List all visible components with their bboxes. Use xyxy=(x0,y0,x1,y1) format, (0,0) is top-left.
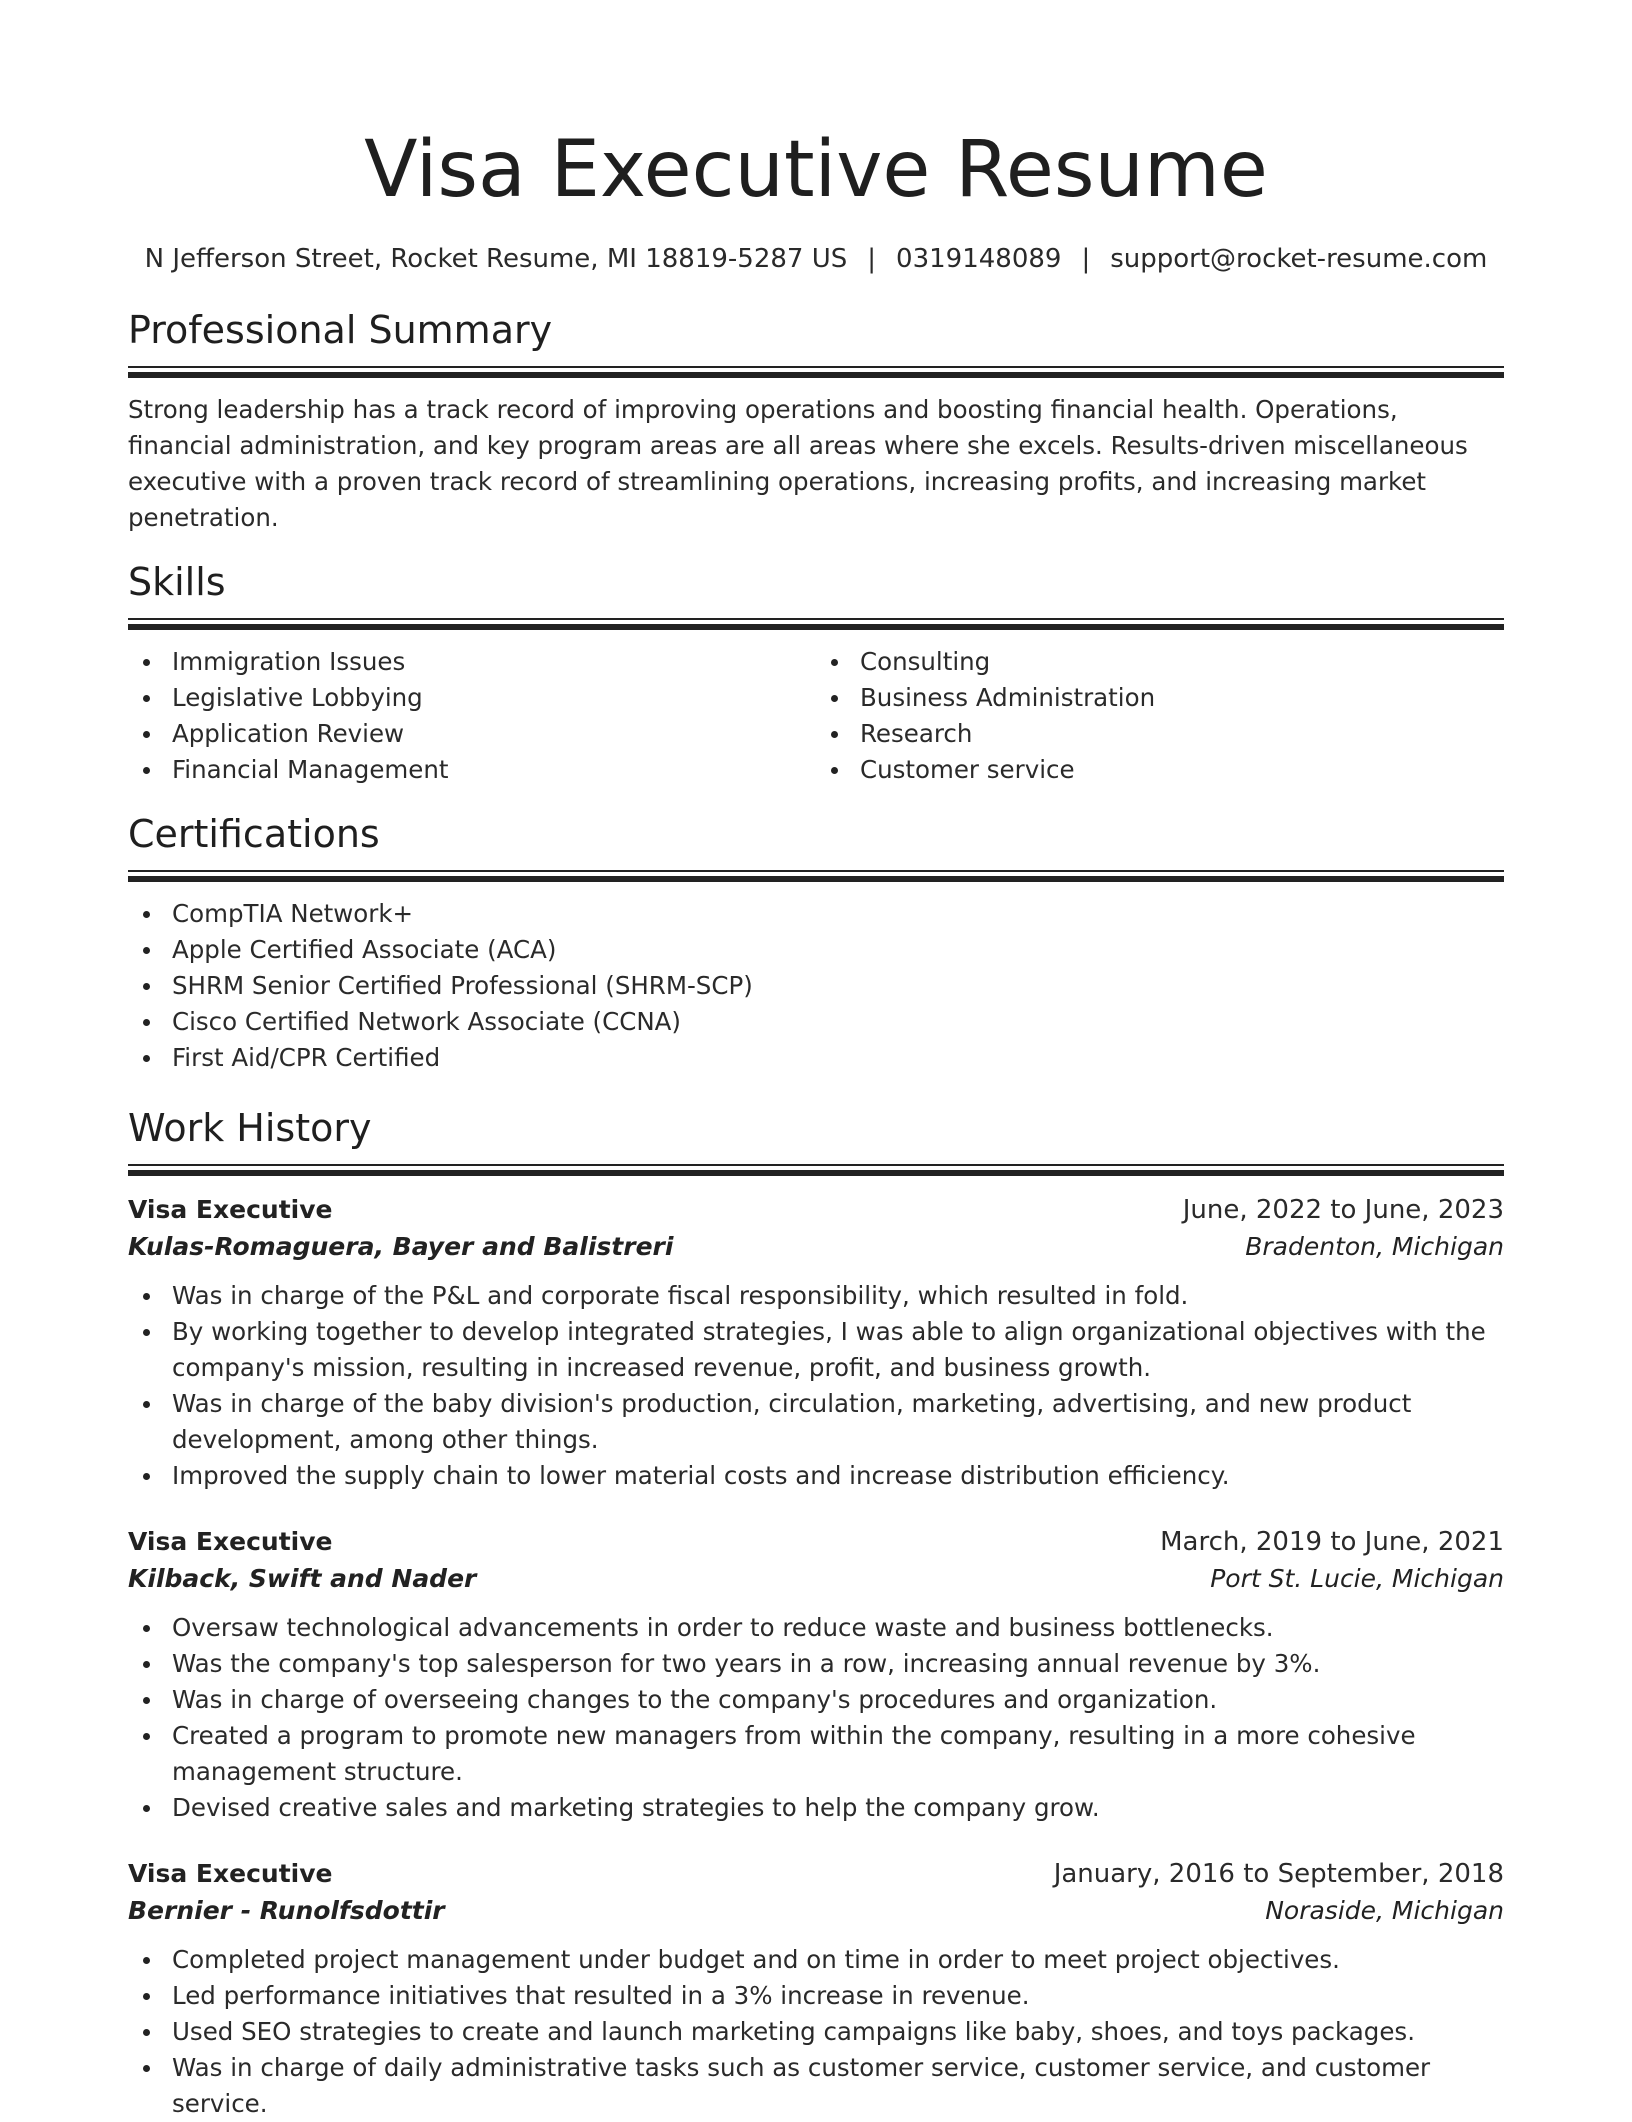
job-entry xyxy=(128,1856,1504,2122)
contact-line xyxy=(128,242,1504,276)
job-bullet: Oversaw technological advancements in order to reduce waste and business bottlenecks. xyxy=(172,1610,1504,1646)
job-bullet: Was in charge of daily administrative tasks such as customer service, customer service, and customer service. xyxy=(172,2050,1504,2122)
job-bullet: Was in charge of the P&L and corporate fiscal responsibility, which resulted in fold. xyxy=(172,1278,1504,1314)
job-bullet: Completed project management under budget and on time in order to meet project objectives. xyxy=(172,1942,1504,1978)
job-subheader xyxy=(128,1892,1504,1930)
job-bullets xyxy=(128,1942,1504,2122)
job-header xyxy=(128,1192,1504,1228)
job-bullet: By working together to develop integrated strategies, I was able to align organizational objectives with the company's mission, resulting in increased revenue, profit, and business growth. xyxy=(172,1314,1504,1386)
skill-item: Legislative Lobbying xyxy=(172,680,816,716)
skills-list-right xyxy=(816,644,1504,788)
work-history-section xyxy=(128,1104,1504,2122)
section-title-work-history: Work History xyxy=(128,1106,372,1150)
job-entry xyxy=(128,1524,1504,1826)
job-location: Port St. Lucie, Michigan xyxy=(1210,1564,1504,1593)
skills-columns xyxy=(128,644,1504,788)
job-bullet: Was in charge of the baby division's production, circulation, marketing, advertising, and new product development, among other things. xyxy=(172,1386,1504,1458)
contact-phone: 0319148089 xyxy=(896,244,1062,274)
job-location: Bradenton, Michigan xyxy=(1245,1232,1504,1261)
section-title-certifications: Certifications xyxy=(128,812,380,856)
job-header xyxy=(128,1524,1504,1560)
job-bullets xyxy=(128,1610,1504,1826)
job-bullet: Was the company's top salesperson for two years in a row, increasing annual revenue by 3%. xyxy=(172,1646,1504,1682)
section-divider xyxy=(128,618,1504,630)
resume-page xyxy=(128,0,1504,2122)
section-divider xyxy=(128,870,1504,882)
contact-email: support@rocket-resume.com xyxy=(1110,244,1488,274)
certifications-list xyxy=(128,896,1504,1076)
certification-item: Apple Certified Associate (ACA) xyxy=(172,932,1504,968)
job-subheader xyxy=(128,1228,1504,1266)
summary-text: Strong leadership has a track record of improving operations and boosting financial health. Operations, financial administration, and key program areas are all areas where she excels. Results-driven miscellaneous executive with a proven track record of streamlining operations, increasing profits, and increasing market penetration. xyxy=(128,395,1468,532)
certification-item: First Aid/CPR Certified xyxy=(172,1040,1504,1076)
skill-item: Application Review xyxy=(172,716,816,752)
section-divider xyxy=(128,1164,1504,1176)
job-bullet: Used SEO strategies to create and launch marketing campaigns like baby, shoes, and toys packages. xyxy=(172,2014,1504,2050)
summary-section xyxy=(128,306,1504,536)
skills-section xyxy=(128,558,1504,788)
job-company: Bernier - Runolfsdottir xyxy=(128,1896,445,1925)
job-bullet: Created a program to promote new managers from within the company, resulting in a more cohesive management structure. xyxy=(172,1718,1504,1790)
job-title: Visa Executive xyxy=(128,1859,333,1888)
job-title: Visa Executive xyxy=(128,1527,333,1556)
job-bullet: Led performance initiatives that resulted in a 3% increase in revenue. xyxy=(172,1978,1504,2014)
job-bullet: Devised creative sales and marketing strategies to help the company grow. xyxy=(172,1790,1504,1826)
contact-separator: | xyxy=(867,244,877,274)
job-entry xyxy=(128,1192,1504,1494)
resume-title: Visa Executive Resume xyxy=(364,125,1268,215)
job-location: Noraside, Michigan xyxy=(1265,1896,1504,1925)
skills-list-left xyxy=(128,644,816,788)
certification-item: CompTIA Network+ xyxy=(172,896,1504,932)
job-bullet: Was in charge of overseeing changes to the company's procedures and organization. xyxy=(172,1682,1504,1718)
skill-item: Business Administration xyxy=(860,680,1504,716)
contact-address: N Jefferson Street, Rocket Resume, MI 18819-5287 US xyxy=(144,244,848,274)
section-title-skills: Skills xyxy=(128,560,226,604)
job-dates: March, 2019 to June, 2021 xyxy=(1160,1527,1504,1557)
job-subheader xyxy=(128,1560,1504,1598)
certification-item: SHRM Senior Certified Professional (SHRM-SCP) xyxy=(172,968,1504,1004)
skill-item: Financial Management xyxy=(172,752,816,788)
job-dates: June, 2022 to June, 2023 xyxy=(1182,1195,1504,1225)
job-title: Visa Executive xyxy=(128,1195,333,1224)
contact-separator: | xyxy=(1081,244,1091,274)
skill-item: Research xyxy=(860,716,1504,752)
job-dates: January, 2016 to September, 2018 xyxy=(1053,1859,1504,1889)
skill-item: Immigration Issues xyxy=(172,644,816,680)
skill-item: Customer service xyxy=(860,752,1504,788)
certification-item: Cisco Certified Network Associate (CCNA) xyxy=(172,1004,1504,1040)
job-company: Kilback, Swift and Nader xyxy=(128,1564,477,1593)
job-header xyxy=(128,1856,1504,1892)
certifications-section xyxy=(128,810,1504,1076)
job-company: Kulas-Romaguera, Bayer and Balistreri xyxy=(128,1232,674,1261)
section-divider xyxy=(128,366,1504,378)
job-bullet: Improved the supply chain to lower material costs and increase distribution efficiency. xyxy=(172,1458,1504,1494)
skill-item: Consulting xyxy=(860,644,1504,680)
section-title-summary: Professional Summary xyxy=(128,308,553,352)
job-bullets xyxy=(128,1278,1504,1494)
